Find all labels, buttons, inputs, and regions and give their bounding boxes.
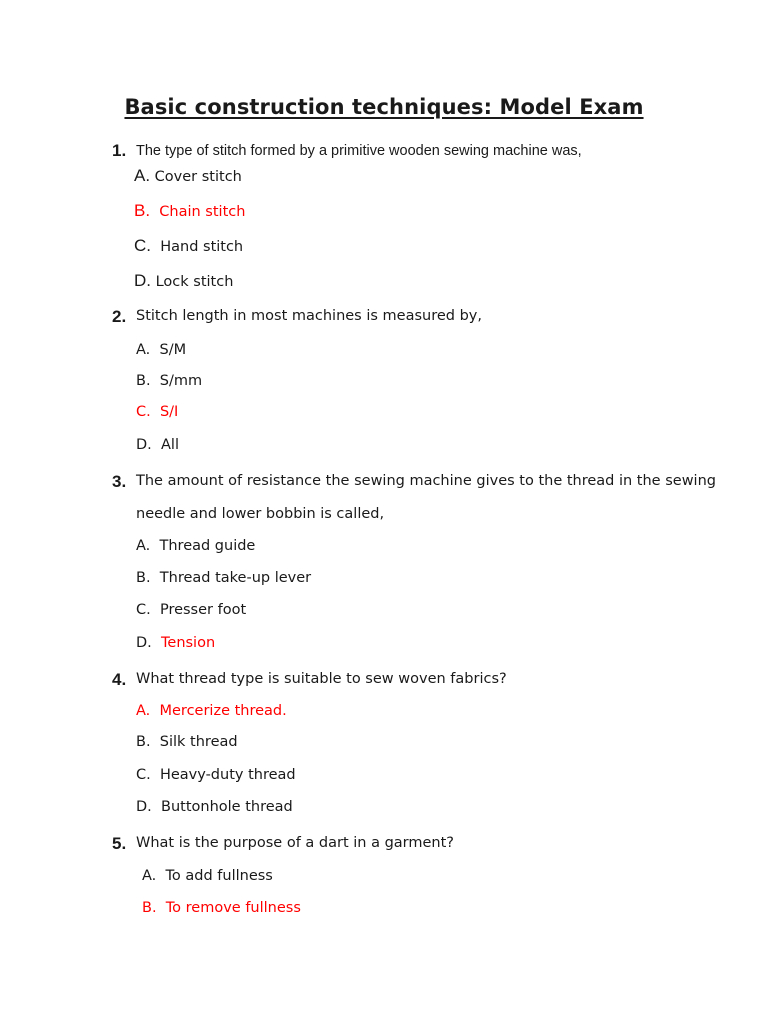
option-letter: B.	[142, 900, 157, 916]
option-row	[136, 767, 296, 783]
option-text: Thread guide	[159, 538, 256, 554]
option-text: Mercerize thread.	[159, 703, 287, 719]
option-text-correct: Tension	[161, 635, 216, 651]
option-row	[136, 342, 186, 358]
option-text: Silk thread	[159, 734, 238, 750]
option-text: Hand stitch	[160, 239, 244, 255]
question-text: Stitch length in most machines is measured by,	[136, 308, 482, 324]
option-letter: A.	[136, 538, 151, 554]
option-letter: C.	[134, 236, 151, 255]
option-text: Buttonhole thread	[161, 799, 293, 815]
option-text: Lock stitch	[155, 274, 234, 290]
option-letter: B.	[136, 734, 151, 750]
option-row-correct	[136, 703, 287, 719]
option-text: S/M	[159, 342, 187, 358]
option-letter: D.	[136, 799, 152, 815]
question-number: 1.	[112, 141, 127, 160]
question-number: 5.	[112, 834, 127, 853]
option-row-correct	[134, 201, 245, 221]
option-letter: A.	[136, 703, 151, 719]
option-text: S/I	[159, 404, 179, 420]
option-text: To remove fullness	[165, 900, 301, 916]
option-row	[134, 166, 242, 186]
option-row-correct	[136, 404, 178, 420]
option-row	[136, 799, 293, 815]
option-letter: D.	[134, 271, 151, 290]
option-letter: D.	[136, 437, 152, 453]
option-row	[136, 635, 215, 651]
option-row	[136, 734, 238, 750]
page-title: Basic construction techniques: Model Exam	[124, 95, 644, 119]
option-letter: B.	[136, 373, 151, 389]
option-row	[134, 236, 243, 256]
option-letter: B.	[134, 201, 151, 220]
option-letter: A.	[136, 342, 151, 358]
option-row	[134, 271, 233, 291]
option-letter: D.	[136, 635, 152, 651]
option-text: To add fullness	[165, 868, 273, 884]
option-row	[136, 538, 255, 554]
option-text: S/mm	[159, 373, 203, 389]
option-text: All	[161, 437, 179, 453]
question-text: The type of stitch formed by a primitive wooden sewing machine was,	[136, 143, 582, 159]
option-letter: C.	[136, 767, 151, 783]
option-letter: C.	[136, 602, 151, 618]
question-text: What is the purpose of a dart in a garment?	[136, 835, 454, 851]
option-text: Thread take-up lever	[159, 570, 312, 586]
option-letter: A.	[142, 868, 157, 884]
option-row	[136, 373, 202, 389]
option-text: Heavy-duty thread	[159, 767, 296, 783]
option-letter: B.	[136, 570, 151, 586]
option-row	[136, 602, 246, 618]
option-text: Chain stitch	[159, 204, 246, 220]
option-row	[142, 868, 273, 884]
option-text: Cover stitch	[154, 169, 242, 185]
question-number: 4.	[112, 670, 127, 689]
question-text-continued: needle and lower bobbin is called,	[136, 506, 385, 522]
question-number: 3.	[112, 472, 127, 491]
option-row	[136, 570, 311, 586]
option-row-correct	[142, 900, 301, 916]
question-text: What thread type is suitable to sew woven fabrics?	[136, 671, 507, 687]
question-number: 2.	[112, 307, 127, 326]
option-text: Presser foot	[159, 602, 247, 618]
option-letter: C.	[136, 404, 151, 420]
question-text: The amount of resistance the sewing machine gives to the thread in the sewing	[136, 473, 716, 489]
option-letter: A.	[134, 166, 151, 185]
option-row	[136, 437, 179, 453]
